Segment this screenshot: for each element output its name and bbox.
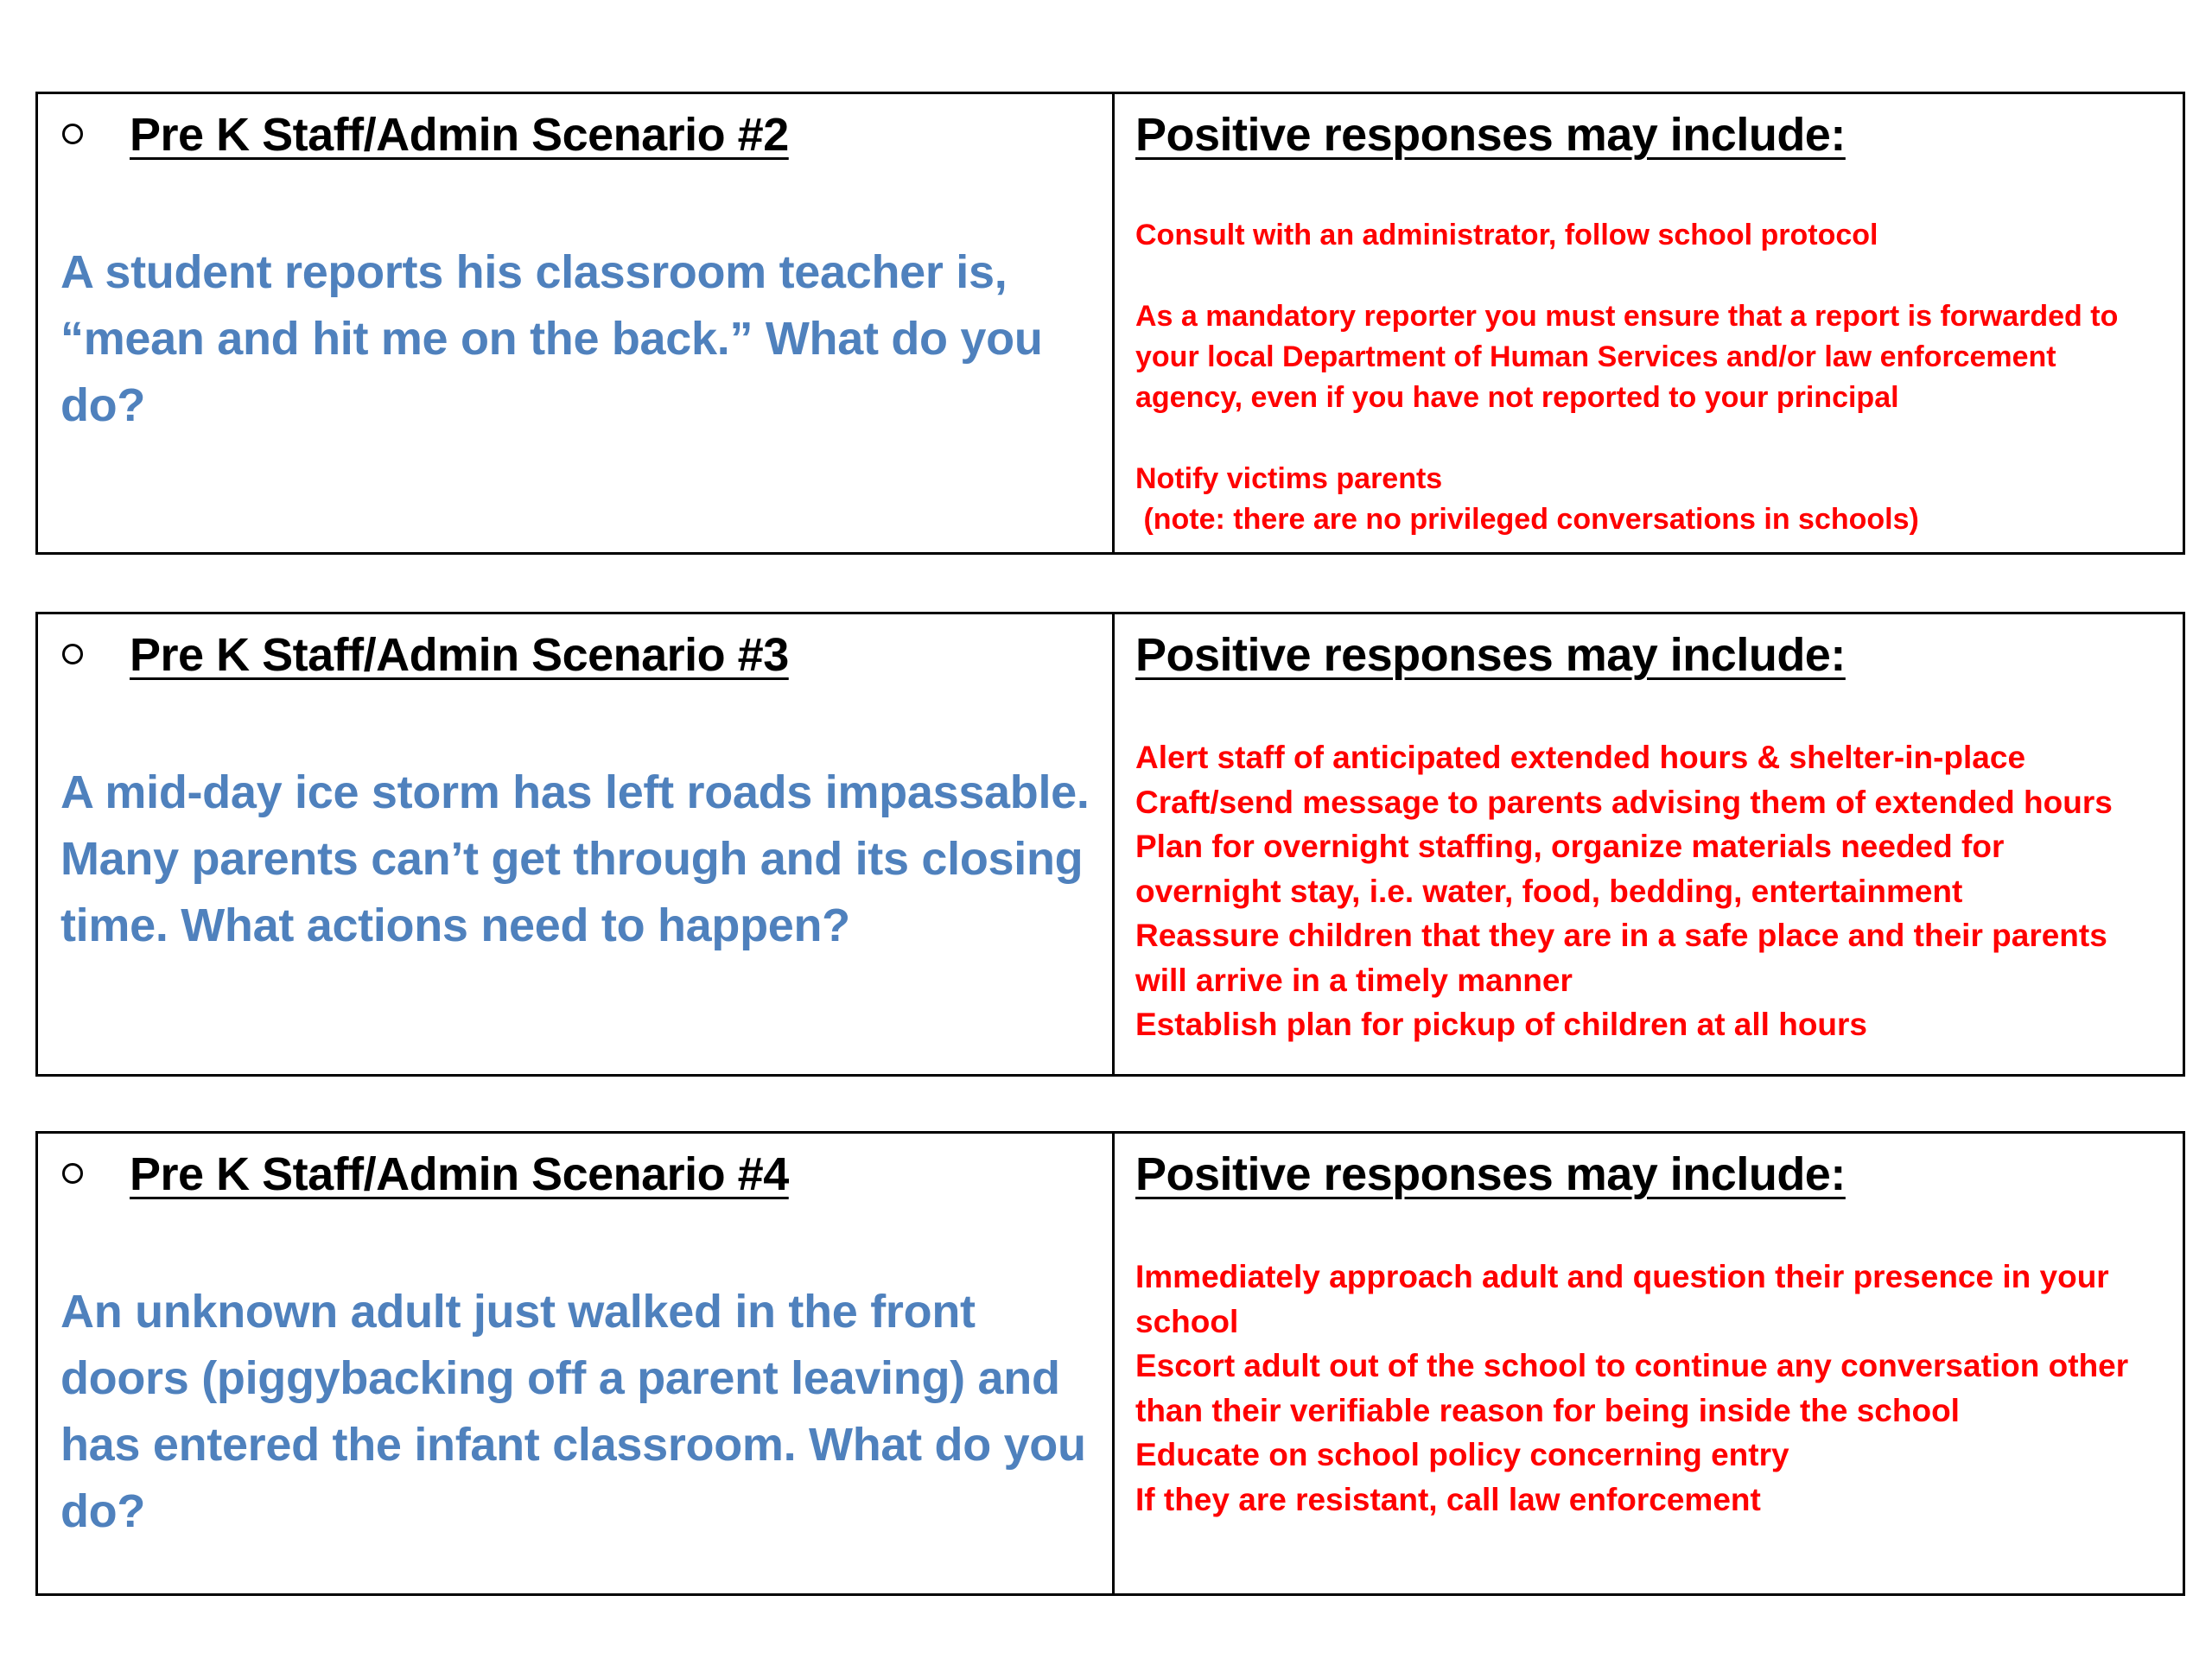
response-line: Plan for overnight staffing, organize materials needed for — [1135, 829, 2005, 864]
response-line: Educate on school policy concerning entry — [1135, 1437, 1789, 1472]
bullet-icon — [62, 124, 83, 144]
response-line: your local Department of Human Services and/or law enforcement — [1135, 340, 2056, 373]
scenario-table — [35, 1131, 2185, 1596]
scenario-title: Pre K Staff/Admin Scenario #2 — [130, 109, 789, 161]
responses-heading: Positive responses may include: — [1135, 629, 1846, 681]
response-line: Immediately approach adult and question their presence in your — [1135, 1259, 2109, 1294]
response-line: Escort adult out of the school to continue any conversation other — [1135, 1348, 2129, 1383]
response-line: Reassure children that they are in a safe place and their parents — [1135, 918, 2107, 953]
responses-heading: Positive responses may include: — [1135, 1148, 1846, 1200]
scenario-table — [35, 612, 2185, 1077]
response-line: Establish plan for pickup of children at all hours — [1135, 1007, 1868, 1042]
scenario-question: An unknown adult just walked in the front doors (piggybacking off a parent leaving) and has entered the infant classroom. What do you do? — [60, 1286, 1086, 1537]
bullet-icon — [62, 1163, 83, 1184]
response-line: Consult with an administrator, follow school protocol — [1135, 219, 1878, 251]
response-line: (note: there are no privileged conversations in schools) — [1135, 503, 1919, 536]
responses-cell — [1115, 1134, 2183, 1593]
response-line: than their verifiable reason for being inside the school — [1135, 1392, 1960, 1428]
scenario-cell — [38, 94, 1115, 552]
scenario-question: A mid-day ice storm has left roads impassable. Many parents can’t get through and its closing time. What actions need to happen? — [60, 766, 1090, 951]
response-line: If they are resistant, call law enforcement — [1135, 1481, 1761, 1517]
scenario-title: Pre K Staff/Admin Scenario #4 — [130, 1148, 789, 1200]
scenario-title: Pre K Staff/Admin Scenario #3 — [130, 629, 789, 681]
scenario-table — [35, 92, 2185, 555]
response-line: Alert staff of anticipated extended hours & shelter-in-place — [1135, 740, 2026, 775]
response-line: agency, even if you have not reported to your principal — [1135, 381, 1899, 414]
response-spacer — [1135, 418, 2157, 459]
response-line: will arrive in a timely manner — [1135, 962, 1573, 998]
scenario-cell — [38, 614, 1115, 1074]
response-line: overnight stay, i.e. water, food, bedding, entertainment — [1135, 873, 1963, 909]
responses-cell — [1115, 94, 2183, 552]
response-line: As a mandatory reporter you must ensure that a report is forwarded to — [1135, 300, 2119, 333]
responses-list — [1135, 1255, 2157, 1522]
responses-list — [1135, 735, 2157, 1047]
scenario-cell — [38, 1134, 1115, 1593]
scenario-question: A student reports his classroom teacher is, “mean and hit me on the back.” What do you do? — [60, 246, 1043, 431]
responses-heading: Positive responses may include: — [1135, 109, 1846, 161]
response-spacer — [1135, 256, 2157, 296]
response-line: Craft/send message to parents advising them of extended hours — [1135, 784, 2113, 820]
responses-list — [1135, 215, 2157, 540]
response-line: Notify victims parents — [1135, 462, 1443, 495]
response-line: school — [1135, 1303, 1239, 1339]
bullet-icon — [62, 644, 83, 664]
responses-cell — [1115, 614, 2183, 1074]
